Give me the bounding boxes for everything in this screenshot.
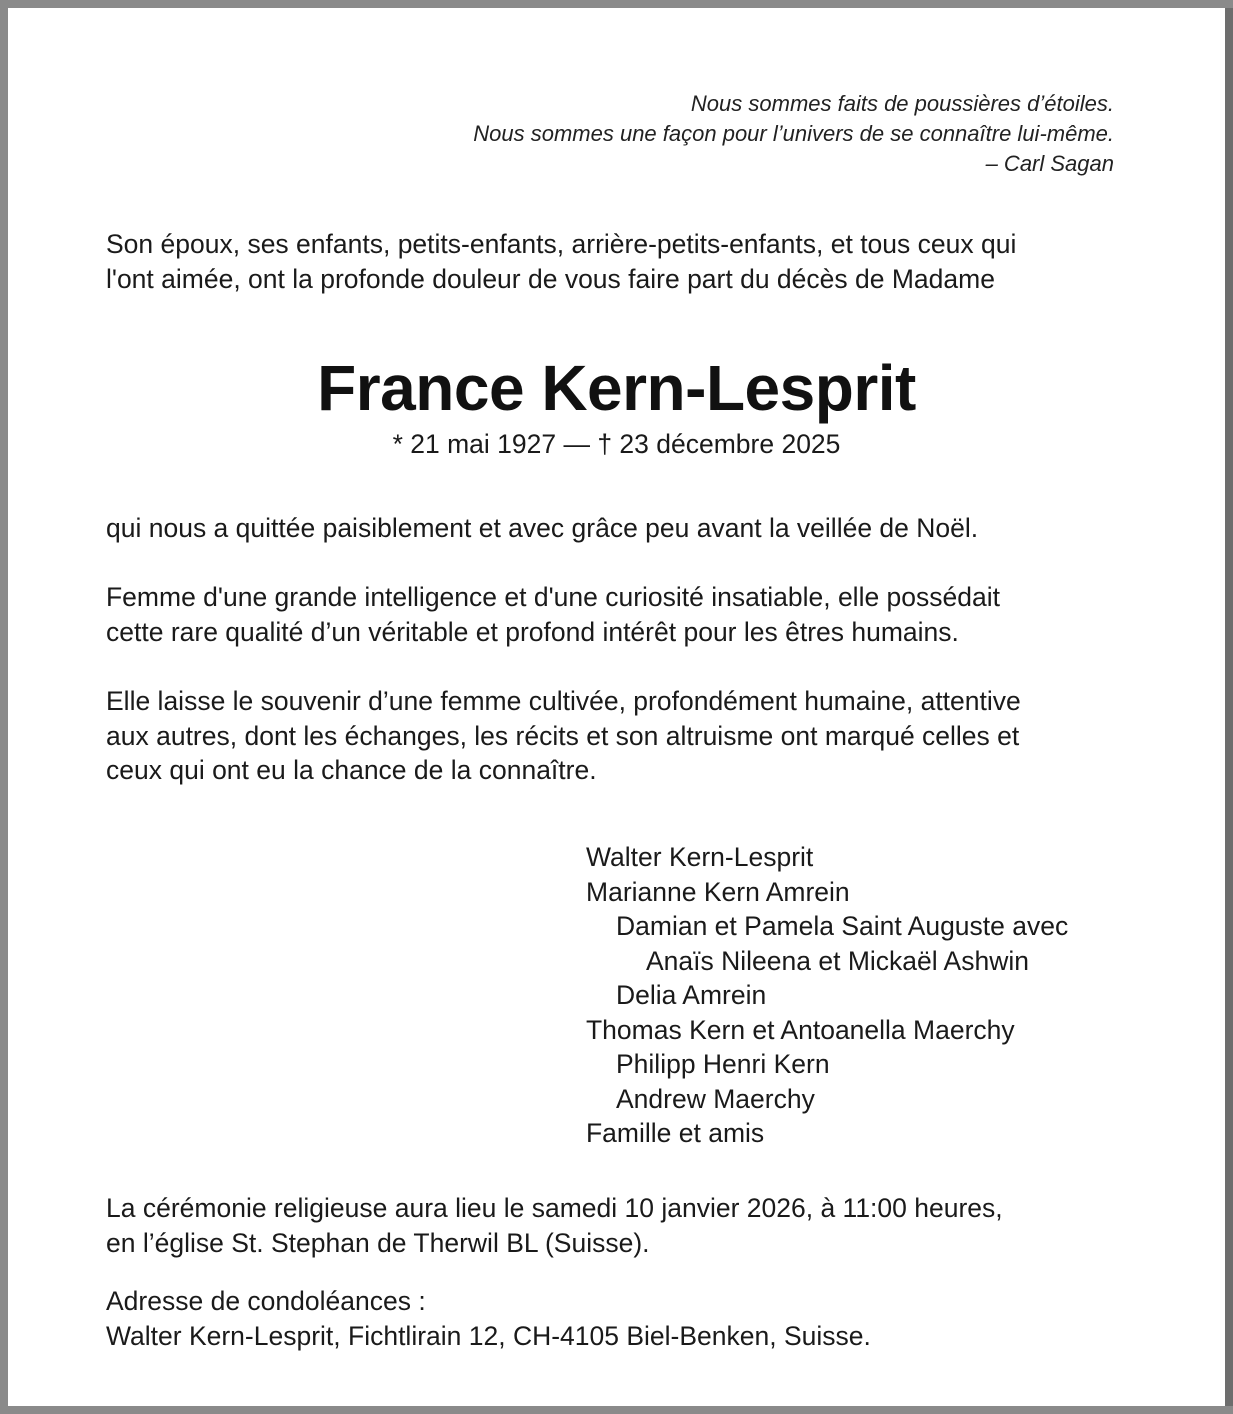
passing-paragraph	[106, 511, 1128, 546]
signatory: Famille et amis	[586, 1118, 765, 1148]
quote-line: Nous sommes une façon pour l’univers de se connaître lui-même.	[473, 121, 1114, 146]
signatory: Marianne Kern Amrein	[586, 876, 850, 907]
tribute-paragraph-1	[106, 580, 1128, 649]
passing-line: qui nous a quittée paisiblement et avec grâce peu avant la veillée de Noël.	[106, 513, 979, 543]
intro-line: l'ont aimée, ont la profonde douleur de vous faire part du décès de Madame	[106, 263, 995, 294]
quote-line: Nous sommes faits de poussières d’étoiles.	[690, 91, 1114, 116]
signatory: Walter Kern-Lesprit	[586, 842, 814, 872]
tribute-line: Femme d'une grande intelligence et d'une curiosité insatiable, elle possédait	[106, 582, 1000, 612]
obituary-page	[8, 8, 1225, 1406]
page-edge-shadow	[1225, 8, 1233, 1406]
condolences-paragraph	[106, 1284, 1128, 1353]
ceremony-paragraph	[106, 1191, 1128, 1260]
ceremony-line: en l’église St. Stephan de Therwil BL (Suisse).	[106, 1227, 650, 1258]
signatory: Delia Amrein	[616, 980, 767, 1010]
signatories-list	[586, 840, 1068, 1151]
intro-paragraph	[106, 227, 1128, 296]
deceased-name: France Kern-Lesprit	[317, 352, 916, 424]
condolences-label: Adresse de condoléances :	[106, 1286, 426, 1316]
tribute-line: aux autres, dont les échanges, les récits et son altruisme ont marqué celles et	[106, 720, 1020, 751]
signatory: Thomas Kern et Antoanella Maerchy	[586, 1014, 1015, 1045]
tribute-paragraph-2	[106, 684, 1128, 788]
ceremony-line: La cérémonie religieuse aura lieu le samedi 10 janvier 2026, à 11:00 heures,	[106, 1193, 1003, 1223]
tribute-line: Elle laisse le souvenir d’une femme cultivée, profondément humaine, attentive	[106, 686, 1021, 716]
signatory: Damian et Pamela Saint Auguste avec	[616, 911, 1069, 941]
tribute-line: cette rare qualité d’un véritable et profond intérêt pour les êtres humains.	[106, 616, 959, 647]
signatory: Anaïs Nileena et Mickaël Ashwin	[646, 945, 1029, 976]
condolences-address: Walter Kern-Lesprit, Fichtlirain 12, CH-4105 Biel-Benken, Suisse.	[106, 1320, 871, 1351]
life-dates: * 21 mai 1927 — † 23 décembre 2025	[392, 429, 841, 459]
tribute-line: ceux qui ont eu la chance de la connaître.	[106, 755, 597, 785]
signatory: Philipp Henri Kern	[616, 1049, 830, 1079]
quote-author: – Carl Sagan	[985, 151, 1114, 176]
epigraph-quote	[473, 89, 1114, 179]
intro-line: Son époux, ses enfants, petits-enfants, arrière-petits-enfants, et tous ceux qui	[106, 229, 1017, 259]
signatory: Andrew Maerchy	[616, 1083, 815, 1114]
